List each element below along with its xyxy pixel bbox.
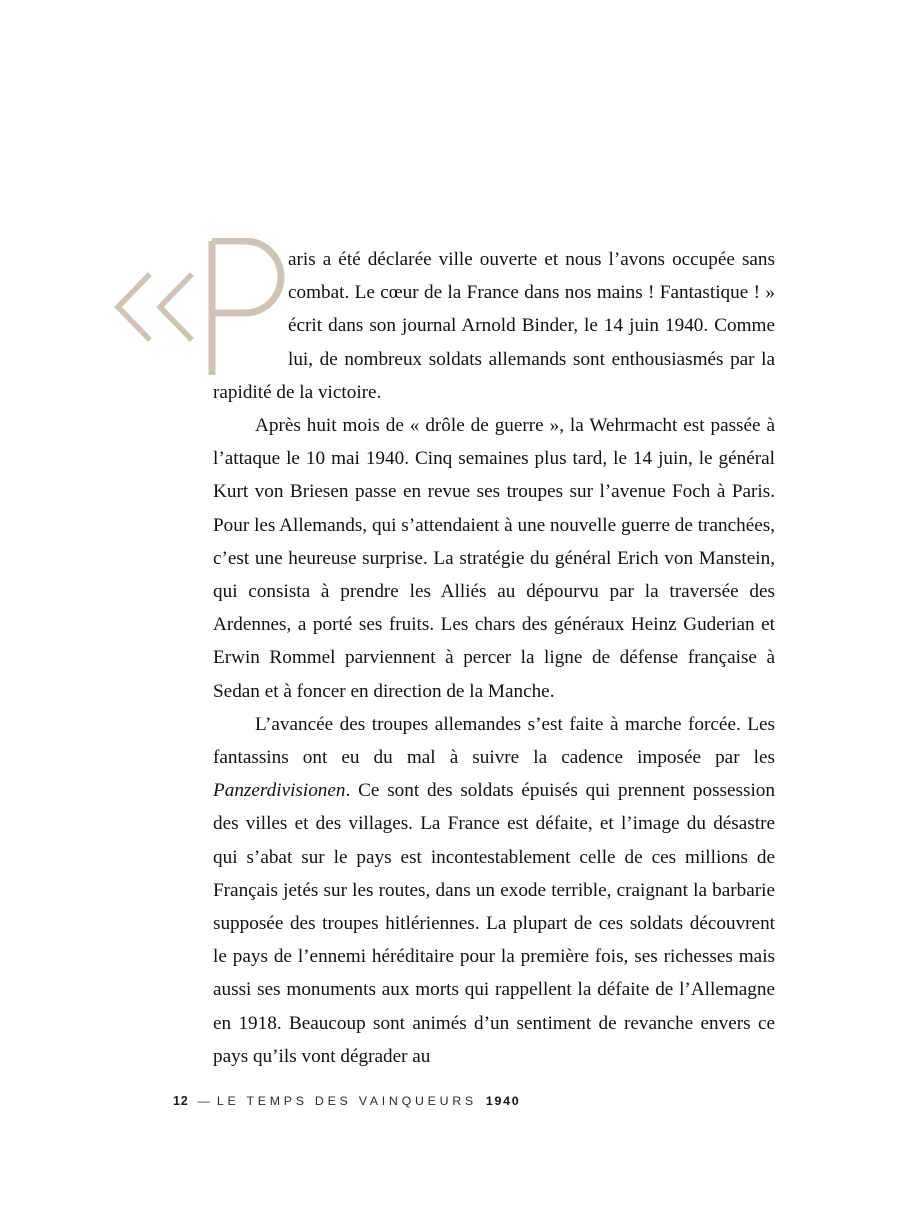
paragraph-wehrmacht-offensive: Après huit mois de « drôle de guerre », la Wehrmacht est passée à l’attaque le 10 mai 1940. Cinq semaines plus tard, le 14 juin, le général Kurt von Briesen passe en revue ses troupes sur l’avenue Foch à Paris. Pour les Allemands, qui s’attendaient à une nouvelle guerre de tranchées, c’est une heureuse surprise. La stratégie du général Erich von Manstein, qui consista à prendre les Alliés au dépourvu par la traversée des Ardennes, a porté ses fruits. Les chars des généraux Heinz Guderian et Erwin Rommel parviennent à percer la ligne de défense française à Sedan et à foncer en direction de la Manche. <box>213 415 775 702</box>
italic-term-panzerdivisionen: Panzerdivisionen <box>213 780 346 802</box>
running-head-year: 1940 <box>485 1094 521 1108</box>
paragraph-3-text-after-italic: . Ce sont des soldats épuisés qui prennent possession des villes et des villages. La France est défaite, et l’image du désastre qui s’abat sur le pays est incontestablement celle de ces millions de Français jetés sur les routes, dans un exode terrible, craignant la barbarie supposée des troupes hitlériennes. La plupart de ces soldats découvrent le pays de l’ennemi héréditaire pour la première fois, ses richesses mais aussi ses monuments aux morts qui rappellent la défaite de l’Allemagne en 1918. Beaucoup sont animés d’un sentiment de revanche envers ce pays qu’ils vont dégrader au <box>213 780 775 1067</box>
footer-dash: — <box>197 1094 210 1108</box>
drop-cap-gutter <box>213 243 288 371</box>
page-footer <box>173 1094 520 1108</box>
text-column <box>213 243 775 1073</box>
paragraph-opening-quote <box>213 243 775 409</box>
paragraph-3-text-before-italic: L’avancée des troupes allemandes s’est faite à marche forcée. Les fantassins ont eu du mal à suivre la cadence imposée par les <box>213 713 775 769</box>
paragraph-1-text: aris a été déclarée ville ouverte et nous l’avons occupée sans combat. Le cœur de la France dans nos mains ! Fantastique ! » écrit dans son journal Arnold Binder, le 14 juin 1940. Comme lui, de nombreux soldats allemands sont enthousiasmés par la rapidité de la victoire. <box>213 249 775 403</box>
running-head-title: LE TEMPS DES VAINQUEURS <box>216 1094 477 1108</box>
guillemet-open-icon <box>112 272 196 342</box>
page-number: 12 <box>173 1094 189 1108</box>
paragraph-forced-march <box>213 708 775 1073</box>
